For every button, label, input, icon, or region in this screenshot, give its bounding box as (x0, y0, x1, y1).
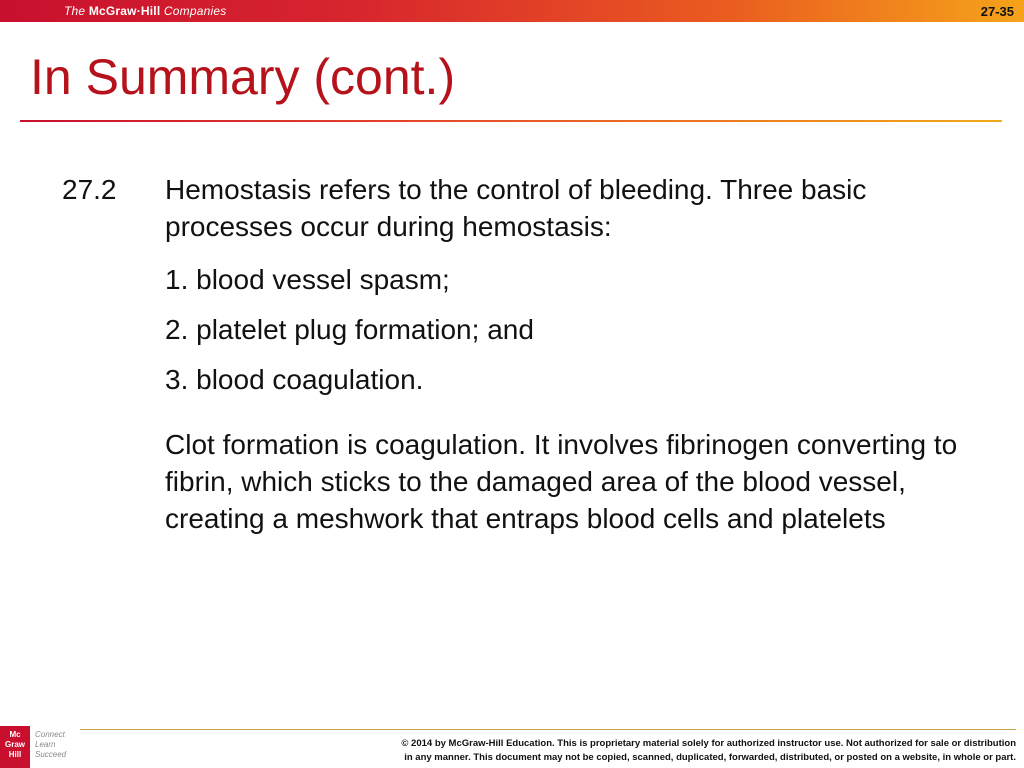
copyright-line-2: in any manner. This document may not be copied, scanned, duplicated, forwarded, distributed, or posted on a website, in whole or part. (404, 752, 1016, 763)
slide-number: 27-35 (980, 4, 1014, 19)
logo-line-1: Mc (9, 730, 21, 739)
brand-wordmark (64, 4, 226, 18)
copyright-notice (316, 737, 1016, 765)
intro-paragraph: Hemostasis refers to the control of bleeding. Three basic processes occur during hemostasis: (165, 174, 867, 242)
footer-divider (80, 729, 1016, 730)
tagline-line-2: Learn (35, 740, 56, 749)
copyright-line-1: © 2014 by McGraw-Hill Education. This is proprietary material solely for authorized instructor use. Not authorized for sale or distribution (401, 738, 1016, 749)
slide-title: In Summary (cont.) (30, 49, 456, 105)
mcgraw-hill-logo (0, 726, 30, 768)
brand-name: McGraw·Hill (88, 4, 161, 18)
step-item-2: 2. platelet plug formation; and (165, 314, 534, 345)
logo-line-2: Graw (4, 740, 25, 749)
tagline-line-3: Succeed (35, 750, 67, 759)
brand-suffix: Companies (163, 4, 227, 18)
tagline-line-1: Connect (35, 730, 65, 739)
logo-line-3: Hill (8, 750, 22, 759)
tagline (35, 730, 66, 760)
step-item-3: 3. blood coagulation. (165, 364, 424, 395)
title-divider (20, 120, 1002, 122)
step-item-1: 1. blood vessel spasm; (165, 264, 450, 295)
header-bar (0, 0, 1024, 22)
brand-prefix: The (64, 4, 86, 18)
detail-paragraph: Clot formation is coagulation. It involves fibrinogen converting to fibrin, which sticks to the damaged area of the blood vessel, creating a meshwork that entraps blood cells and platelets (165, 429, 958, 534)
section-number: 27.2 (62, 174, 117, 205)
